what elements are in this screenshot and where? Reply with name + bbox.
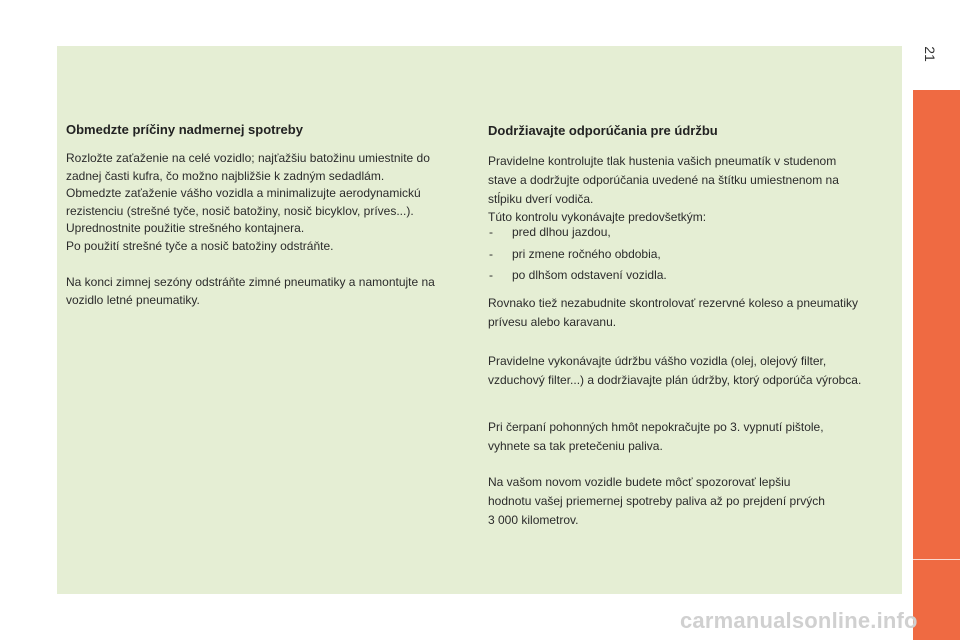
- right-intro-line: Pravidelne kontrolujte tlak hustenia vašich pneumatík v studenom: [488, 154, 837, 168]
- fuel-paragraph: [488, 418, 898, 456]
- service-line: Pravidelne vykonávajte údržbu vášho vozidla (olej, olejový filter,: [488, 353, 827, 368]
- chapter-tab-divider: [913, 559, 960, 560]
- left-paragraph-2: [66, 274, 466, 309]
- left-p1-line: rezistenciu (strešné tyče, nosič batožiny, nosič bicyklov, príves...).: [66, 203, 414, 218]
- left-p1-line: Uprednostnite použitie strešného kontajnera.: [66, 221, 305, 235]
- left-p1-line: Obmedzte zaťaženie vášho vozidla a minimalizujte aerodynamickú: [66, 186, 421, 200]
- left-p1-line: zadnej časti kufra, čo možno najbližšie k zadným sedadlám.: [66, 168, 385, 183]
- fuel-line: Pri čerpaní pohonných hmôt nepokračujte po 3. vypnutí pištole,: [488, 419, 824, 434]
- list-item: - po dlhšom odstavení vozidla.: [488, 267, 898, 285]
- spare-line: Rovnako tiež nezabudnite skontrolovať rezervné koleso a pneumatiky: [488, 295, 859, 310]
- left-heading: Obmedzte príčiny nadmernej spotreby: [66, 122, 303, 137]
- left-p2-line: Na konci zimnej sezóny odstráňte zimné pneumatiky a namontujte na: [66, 275, 435, 289]
- right-column: [488, 121, 898, 530]
- new-line: Na vašom novom vozidle budete môcť spozorovať lepšiu: [488, 474, 791, 489]
- list-item: - pred dlhou jazdou,: [488, 224, 898, 242]
- spare-line: prívesu alebo karavanu.: [488, 314, 617, 329]
- left-p2-line: vozidlo letné pneumatiky.: [66, 292, 200, 307]
- spare-wheel-paragraph: [488, 294, 898, 332]
- service-paragraph: [488, 352, 898, 390]
- left-column: [66, 121, 466, 309]
- right-intro-line: stave a dodržujte odporúčania uvedené na štítku umiestnenom na: [488, 173, 839, 187]
- fuel-line: vyhnete sa tak pretečeniu paliva.: [488, 438, 663, 453]
- list-item: - pri zmene ročného obdobia,: [488, 246, 898, 264]
- right-intro: [488, 152, 898, 209]
- right-intro-line: stĺpiku dverí vodiča.: [488, 192, 594, 206]
- left-paragraph-1: [66, 150, 466, 255]
- new-line: hodnotu vašej priemernej spotreby paliva až po prejdení prvých: [488, 493, 825, 508]
- watermark-text: carmanualsonline.info: [680, 608, 918, 633]
- list-lead: Túto kontrolu vykonávajte predovšetkým:: [488, 210, 707, 224]
- left-p1-line: Po použití strešné tyče a nosič batožiny odstráňte.: [66, 238, 334, 253]
- chapter-tab: [913, 90, 960, 640]
- right-heading: Dodržiavajte odporúčania pre údržbu: [488, 123, 718, 138]
- check-list: [488, 224, 898, 285]
- new-line: 3 000 kilometrov.: [488, 512, 579, 527]
- new-vehicle-paragraph: [488, 473, 898, 530]
- left-p1-line: Rozložte zaťaženie na celé vozidlo; najťažšiu batožinu umiestnite do: [66, 151, 430, 165]
- service-line: vzduchový filter...) a dodržiavajte plán údržby, ktorý odporúča výrobca.: [488, 372, 862, 387]
- page-number: 21: [922, 46, 938, 62]
